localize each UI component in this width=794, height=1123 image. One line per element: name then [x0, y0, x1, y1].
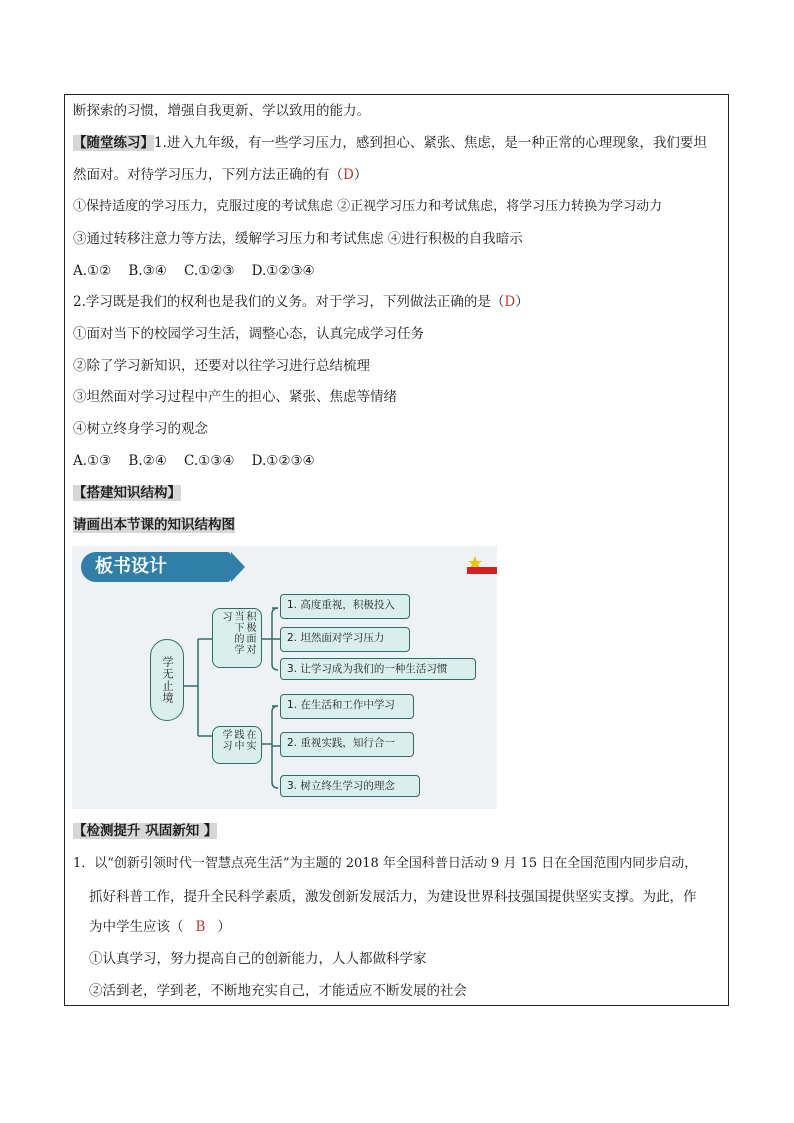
option-line: ①面对当下的校园学习生活，调整心态，认真完成学习任务: [73, 326, 424, 342]
question-text: 然面对。对待学习压力，下列方法正确的有（: [73, 167, 343, 183]
board-title: 板书设计: [81, 552, 231, 582]
option-line: ④树立终身学习的观念: [73, 421, 208, 437]
leaf-node: 1. 高度重视，积极投入: [280, 594, 410, 619]
leaf-node: 1. 在生活和工作中学习: [280, 694, 414, 719]
section-tag: 【搭建知识结构】: [73, 485, 181, 501]
option-line: ②活到老，学到老，不断地充实自己，才能适应不断发展的社会: [89, 983, 467, 999]
question-line: 抓好科普工作，提升全民科学素质，激发创新发展活力，为建设世界科技强国提供坚实支撑。为此，作: [89, 889, 697, 905]
paren-close: ）: [515, 294, 529, 310]
question-line: [73, 166, 367, 184]
option-line: ③坦然面对学习过程中产生的担心、紧张、焦虑等情绪: [73, 389, 397, 405]
option-line: ②除了学习新知识，还要对以往学习进行总结梳理: [73, 358, 370, 374]
paren-close: ）: [217, 919, 231, 935]
leaf-node: 2. 坦然面对学习压力: [280, 627, 410, 652]
choices-line: A.①③ B.②④ C.①③④ D.①②③④: [73, 453, 315, 469]
exercise-line: [73, 134, 707, 152]
root-node: 学无止境: [150, 639, 184, 721]
section-heading: [73, 822, 217, 840]
branch-node: 在实践中学习: [212, 726, 262, 764]
question-text: 为中学生应该（: [89, 919, 184, 935]
instruction-line: [73, 516, 235, 534]
leaf-node: 3. 让学习成为我们的一种生活习惯: [280, 658, 476, 680]
leaf-node: 2. 重视实践，知行合一: [280, 732, 414, 757]
question-line: [89, 918, 231, 936]
answer-mark: B: [195, 919, 206, 935]
option-line: ③通过转移注意力等方法，缓解学习压力和考试焦虑 ④进行积极的自我暗示: [73, 231, 523, 247]
answer-mark: D: [504, 294, 516, 310]
question-line: [73, 293, 529, 311]
answer-mark: D: [343, 167, 354, 183]
instruction-text: 请画出本节课的知识结构图: [73, 517, 235, 533]
question-text: 1.进入九年级，有一些学习压力，感到担心、紧张、焦虑，是一种正常的心理现象，我们要坦: [154, 135, 707, 151]
question-text: 2.学习既是我们的权利也是我们的义务。对于学习，下列做法正确的是（: [73, 294, 505, 310]
branch-node: 积极面对当下的学习: [212, 608, 262, 668]
text-line: 断探索的习惯，增强自我更新、学以致用的能力。: [73, 103, 370, 119]
leaf-node: 3. 树立终生学习的理念: [280, 775, 420, 797]
question-line: 1．以“创新引领时代一智慧点亮生活”为主题的 2018 年全国科普日活动 9 月 15 日在全国范围内同步启动，: [73, 856, 698, 871]
section-heading: [73, 484, 181, 502]
paren-close: ）: [353, 167, 368, 183]
section-tag: 【检测提升 巩固新知 】: [73, 823, 218, 839]
option-line: ①认真学习，努力提高自己的创新能力，人人都做科学家: [89, 951, 427, 967]
choices-line: A.①② B.③④ C.①②③ D.①②③④: [73, 263, 315, 279]
board-design-image: [72, 546, 497, 809]
section-tag: 【随堂练习】: [73, 135, 154, 151]
option-line: ①保持适度的学习压力，克服过度的考试焦虑 ②正视学习压力和考试焦虑，将学习压力转换为学习动力: [73, 199, 663, 214]
